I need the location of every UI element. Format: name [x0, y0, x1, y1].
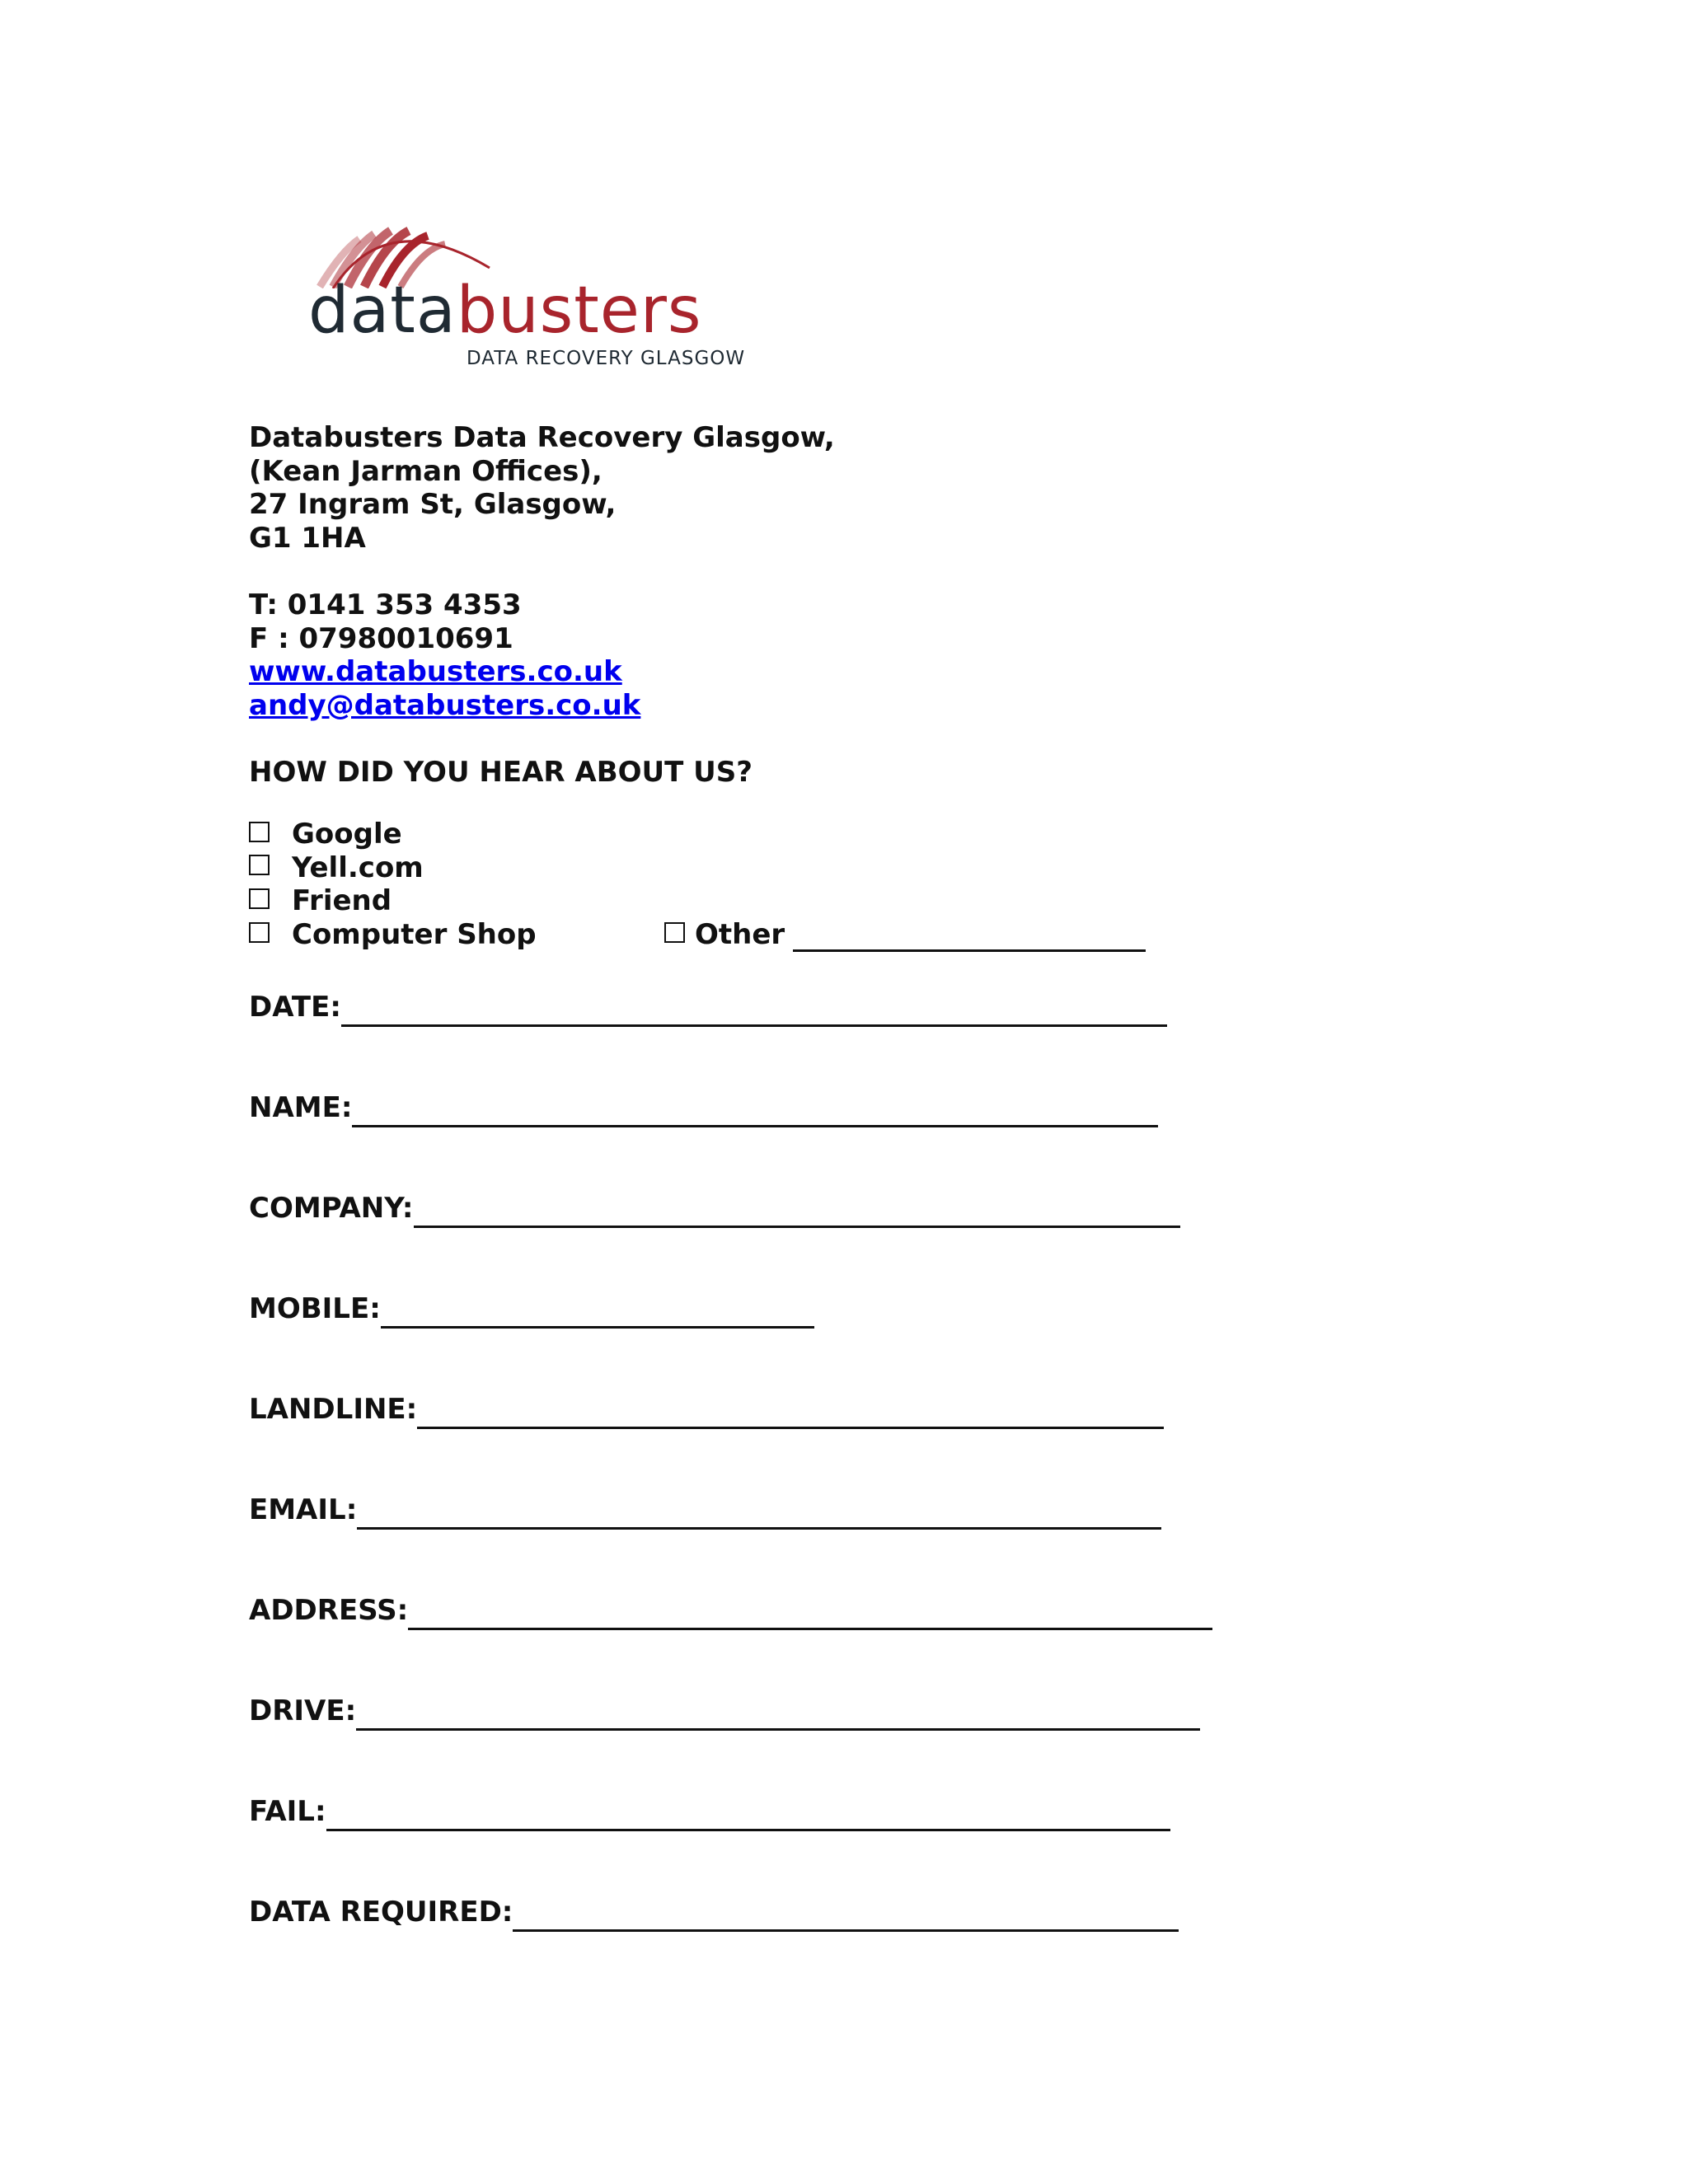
logo-wordmark [308, 274, 702, 348]
email-field[interactable] [249, 1493, 1161, 1526]
mobile-field[interactable] [249, 1292, 814, 1325]
drive-field[interactable] [249, 1694, 1200, 1727]
option-computer-shop[interactable] [249, 918, 537, 952]
checkbox[interactable] [249, 855, 270, 875]
field-label: DATA REQUIRED: [249, 1896, 513, 1929]
option-google[interactable] [249, 818, 537, 851]
databusters-logo [308, 206, 786, 379]
logo-word-dark: data [308, 274, 457, 348]
option-friend[interactable] [249, 884, 537, 918]
landline-input-line[interactable] [417, 1402, 1164, 1429]
field-label: LANDLINE: [249, 1393, 418, 1426]
address-line: G1 1HA [249, 521, 366, 555]
fail-input-line[interactable] [326, 1804, 1170, 1831]
address-block [249, 421, 835, 555]
survey-question [249, 756, 753, 790]
other-blank-line[interactable] [793, 925, 1146, 952]
field-label: DATE: [249, 991, 341, 1024]
option-label: Other [695, 917, 785, 951]
checkbox[interactable] [664, 922, 685, 943]
address-line: 27 Ingram St, Glasgow, [249, 488, 617, 522]
option-yell[interactable] [249, 851, 537, 885]
logo-tagline: DATA RECOVERY GLASGOW [467, 348, 746, 369]
field-label: DRIVE: [249, 1694, 357, 1727]
fail-field[interactable] [249, 1795, 1170, 1828]
website-link[interactable]: www.databusters.co.uk [249, 655, 622, 689]
field-label: NAME: [249, 1091, 353, 1124]
email-input-line[interactable] [357, 1502, 1161, 1530]
name-field[interactable] [249, 1091, 1158, 1124]
option-other[interactable] [664, 918, 1146, 952]
date-field[interactable] [249, 991, 1167, 1024]
address-line: Databusters Data Recovery Glasgow, [249, 421, 835, 454]
name-input-line[interactable] [352, 1100, 1158, 1127]
contact-block [249, 588, 640, 722]
field-label: ADDRESS: [249, 1594, 409, 1627]
landline-field[interactable] [249, 1393, 1164, 1426]
field-label: EMAIL: [249, 1493, 358, 1526]
field-label: COMPANY: [249, 1192, 414, 1225]
checkbox[interactable] [249, 822, 270, 842]
company-input-line[interactable] [414, 1201, 1180, 1228]
address-input-line[interactable] [408, 1603, 1212, 1630]
checkbox[interactable] [249, 922, 270, 943]
date-input-line[interactable] [341, 1000, 1167, 1027]
address-field[interactable] [249, 1594, 1212, 1627]
mobile-input-line[interactable] [381, 1301, 814, 1329]
option-label: Yell.com [292, 851, 424, 884]
email-link[interactable]: andy@databusters.co.uk [249, 688, 641, 722]
survey-question-text: HOW DID YOU HEAR ABOUT US? [249, 756, 753, 789]
data-required-input-line[interactable] [513, 1905, 1179, 1932]
option-label: Friend [292, 884, 392, 918]
address-line: (Kean Jarman Offices), [249, 454, 603, 488]
option-label: Computer Shop [292, 917, 537, 951]
drive-input-line[interactable] [356, 1704, 1200, 1731]
fax-number: F : 07980010691 [249, 621, 513, 655]
field-label: MOBILE: [249, 1292, 381, 1325]
data-required-field[interactable] [249, 1896, 1179, 1929]
company-field[interactable] [249, 1192, 1180, 1225]
field-label: FAIL: [249, 1795, 326, 1828]
checkbox[interactable] [249, 888, 270, 909]
survey-options [249, 818, 785, 951]
option-label: Google [292, 818, 402, 851]
phone-number: T: 0141 353 4353 [249, 588, 522, 621]
logo-word-red: busters [456, 274, 702, 348]
